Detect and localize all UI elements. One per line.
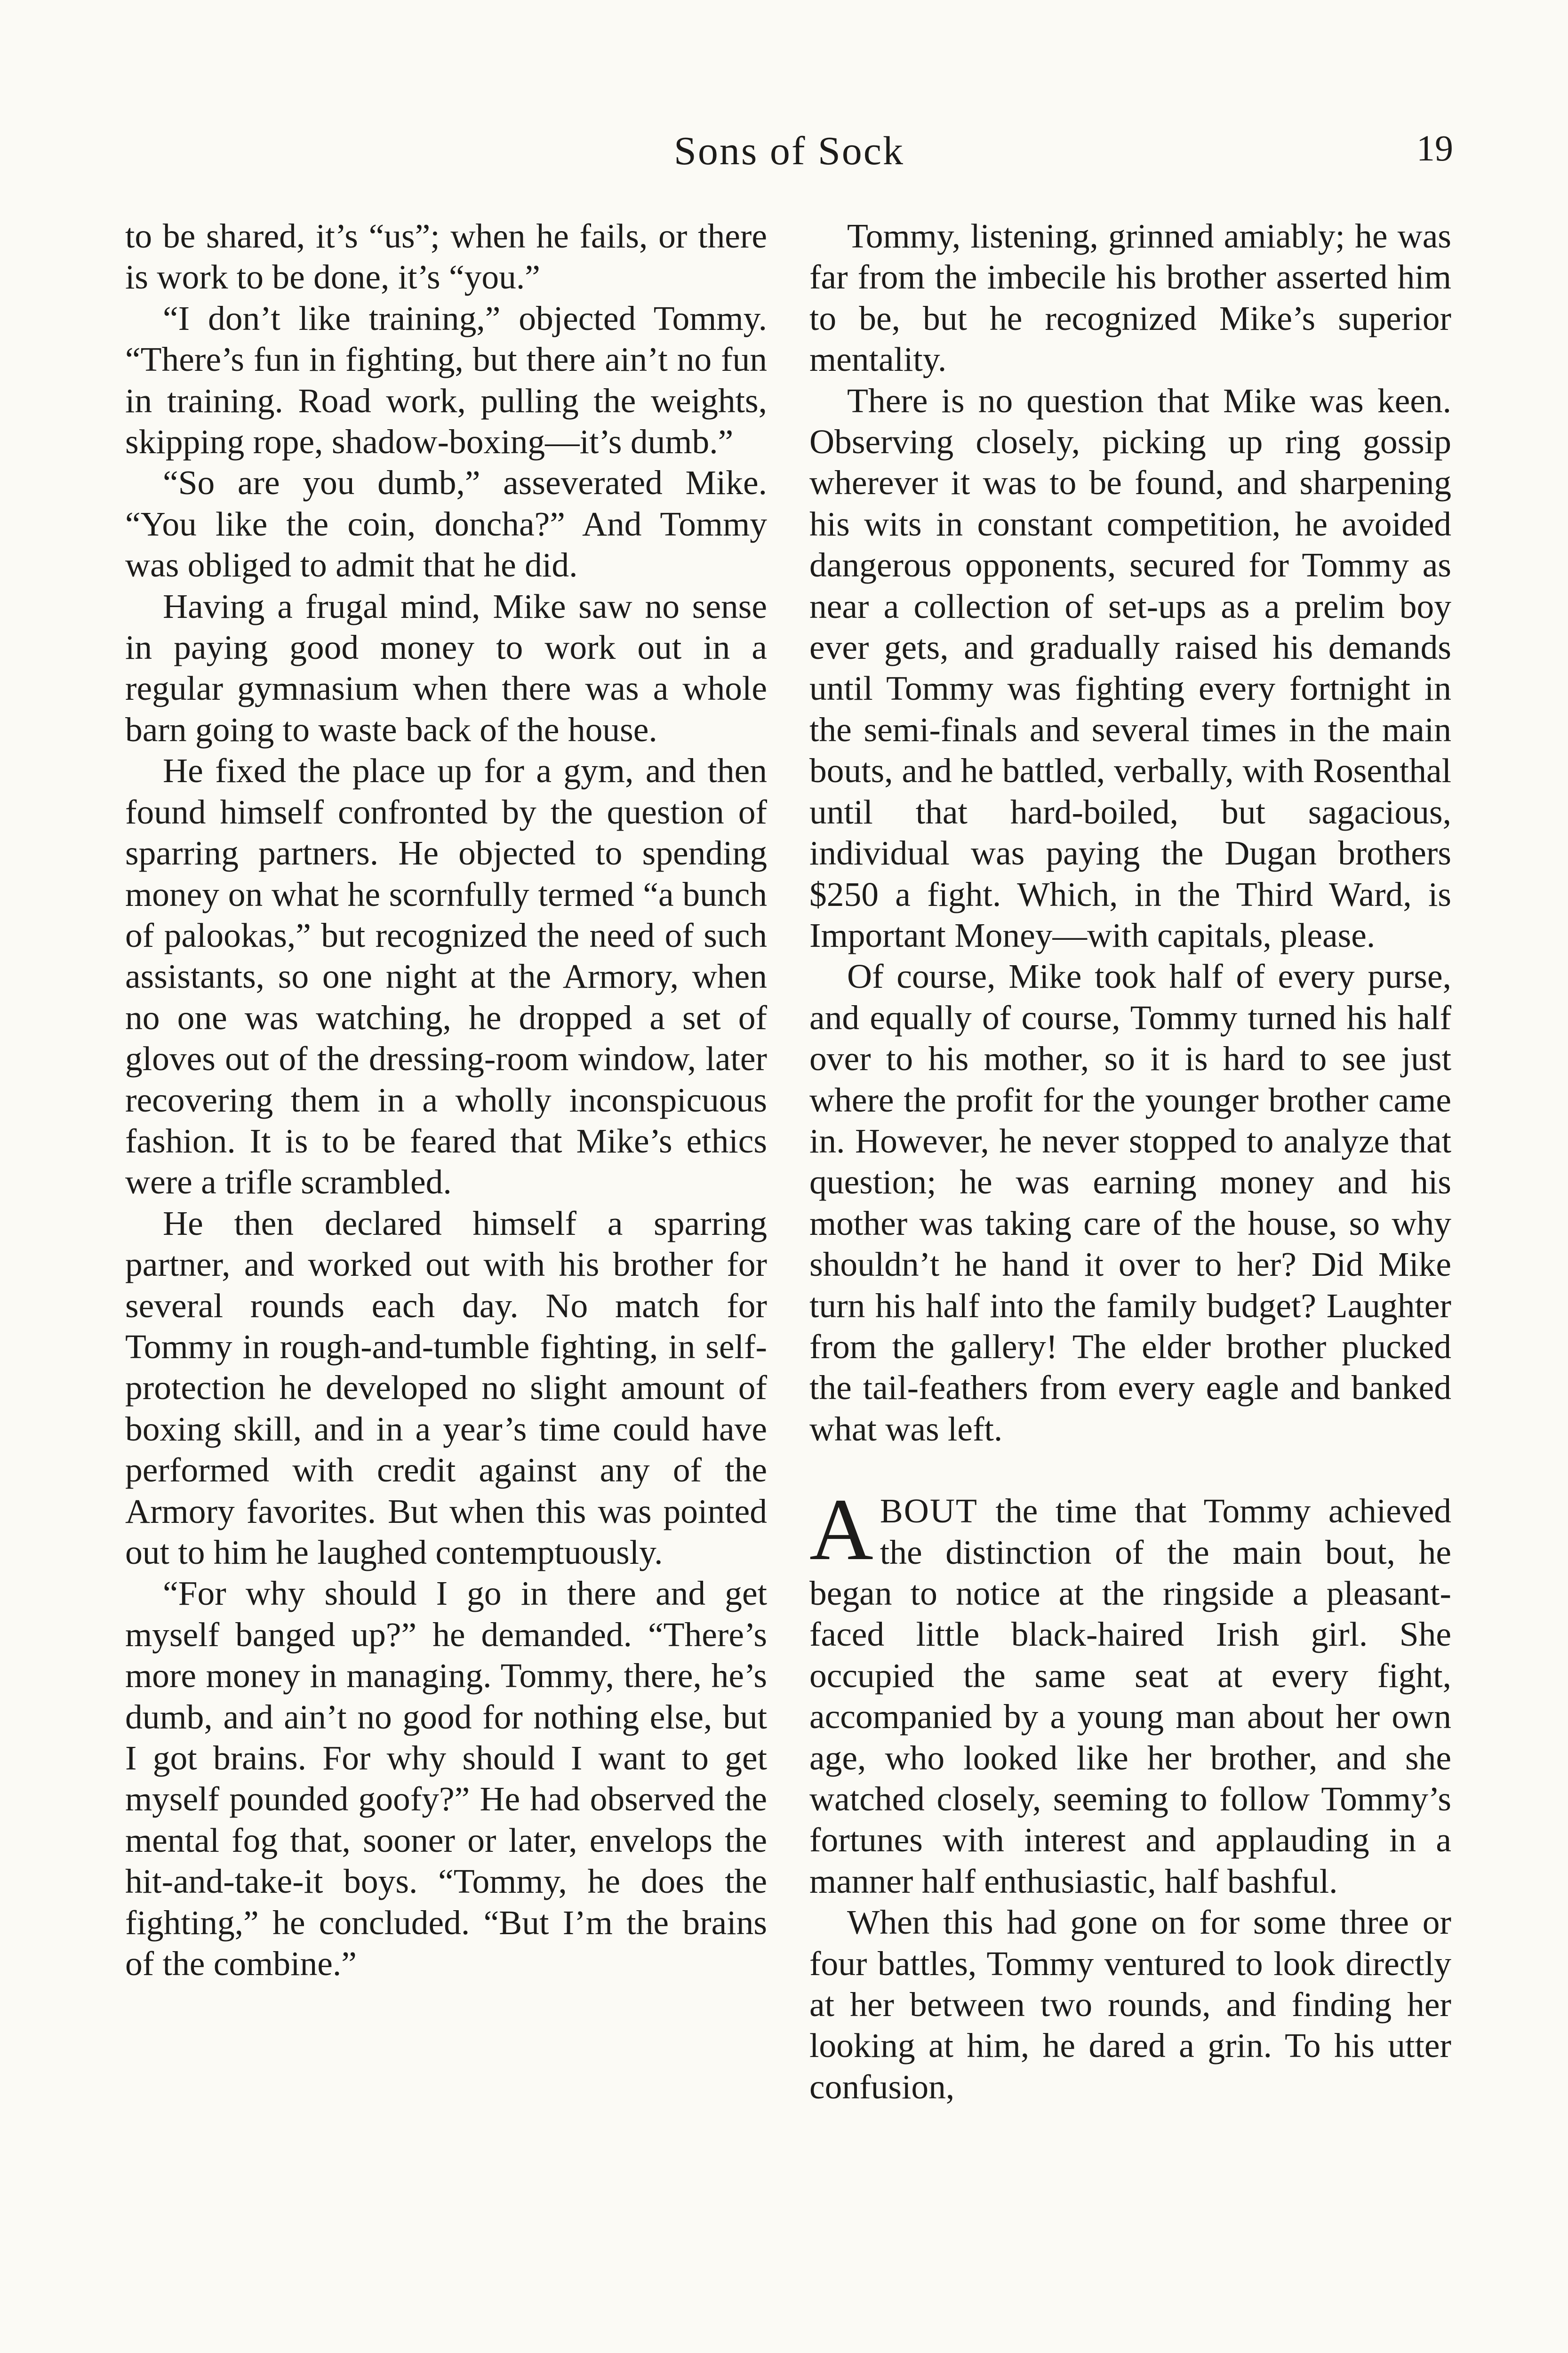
paragraph: Having a frugal mind, Mike saw no sense in paying good money to work out in a regular gymnasium when there was a whole barn going to waste back of the house.: [125, 587, 767, 749]
paragraph: Tommy, listening, grinned amiably; he was far from the imbecile his brother asserted him to be, but he recognized Mike’s superior mentality.: [809, 217, 1451, 379]
page-number: 19: [1416, 128, 1453, 168]
paragraph: He fixed the place up for a gym, and then found himself confronted by the question of sparring partners. He objected to spending money on what he scornfully termed “a bunch of palookas,” but recognized the need of such assistants, so one night at the Armory, when no one was watching, he dropped a set of gloves out of the dressing-room window, later recovering them in a wholly inconspicuous fashion. It is to be feared that Mike’s ethics were a trifle scrambled.: [125, 752, 767, 1201]
paragraph: “I don’t like training,” objected Tommy. “There’s fun in fighting, but there ain’t no fun in training. Road work, pulling the weights, skipping rope, shadow-boxing—it’s dumb.”: [125, 299, 767, 461]
page-header: [125, 127, 1453, 179]
small-caps-lead: BOUT: [880, 1492, 978, 1530]
running-title: Sons of Sock: [674, 128, 904, 173]
paragraph: He then declared himself a sparring partner, and worked out with his brother for several rounds each day. No match for Tommy in rough-and-tumble fighting, in self-protection he developed no slight amount of boxing skill, and in a year’s time could have performed with credit against any of the Armory favorites. But when this was pointed out to him he laughed contemptuously.: [125, 1204, 767, 1571]
paragraph: When this had gone on for some three or four battles, Tommy ventured to look directly at her between two rounds, and finding her looking at him, he dared a grin. To his utter confusion,: [809, 1903, 1451, 2106]
section-opening-paragraph: [809, 1480, 1451, 1902]
paragraph: There is no question that Mike was keen. Observing closely, picking up ring gossip wherever it was to be found, and sharpening his wits in constant competition, he avoided dangerous opponents, secured for Tommy as near a collection of set-ups as a prelim boy ever gets, and gradually raised his demands until Tommy was fighting every fortnight in the semi-finals and several times in the main bouts, and he battled, verbally, with Rosenthal until that hard-boiled, but sagacious, individual was paying the Dugan brothers $250 a fight. Which, in the Third Ward, is Important Money—with capitals, please.: [809, 381, 1451, 954]
paragraph-text: the time that Tommy achieved the distinction of the main bout, he began to notice at the ringside a pleasant-faced little black-haired Irish girl. She occupied the same seat at every fight, accompanied by a young man about her own age, who looked like her brother, and she watched closely, seeming to follow Tommy’s fortunes with interest and applauding in a manner half enthusiastic, half bashful.: [809, 1492, 1451, 1900]
left-column: [125, 216, 767, 1984]
paragraph: Of course, Mike took half of every purse, and equally of course, Tommy turned his half over to his mother, so it is hard to see just where the profit for the younger brother came in. However, he never stopped to analyze that question; he was earning money and his mother was taking care of the house, so why shouldn’t he hand it over to her? Did Mike turn his half into the family budget? Laughter from the gallery! The elder brother plucked the tail-feathers from every eagle and banked what was left.: [809, 957, 1451, 1448]
section-break: [809, 1449, 1451, 1490]
paragraph: “So are you dumb,” asseverated Mike. “You like the coin, doncha?” And Tommy was obliged to admit that he did.: [125, 464, 767, 584]
right-column: [809, 216, 1451, 2107]
paragraph: to be shared, it’s “us”; when he fails, or there is work to be done, it’s “you.”: [125, 217, 767, 296]
paragraph: “For why should I go in there and get myself banged up?” he demanded. “There’s more money in managing. Tommy, there, he’s dumb, and ain’t no good for nothing else, but I got brains. For why should I want to get myself pounded goofy?” He had observed the mental fog that, sooner or later, envelops the hit-and-take-it boys. “Tommy, he does the fighting,” he concluded. “But I’m the brains of the combine.”: [125, 1574, 767, 1983]
drop-cap: A: [809, 1480, 873, 1579]
